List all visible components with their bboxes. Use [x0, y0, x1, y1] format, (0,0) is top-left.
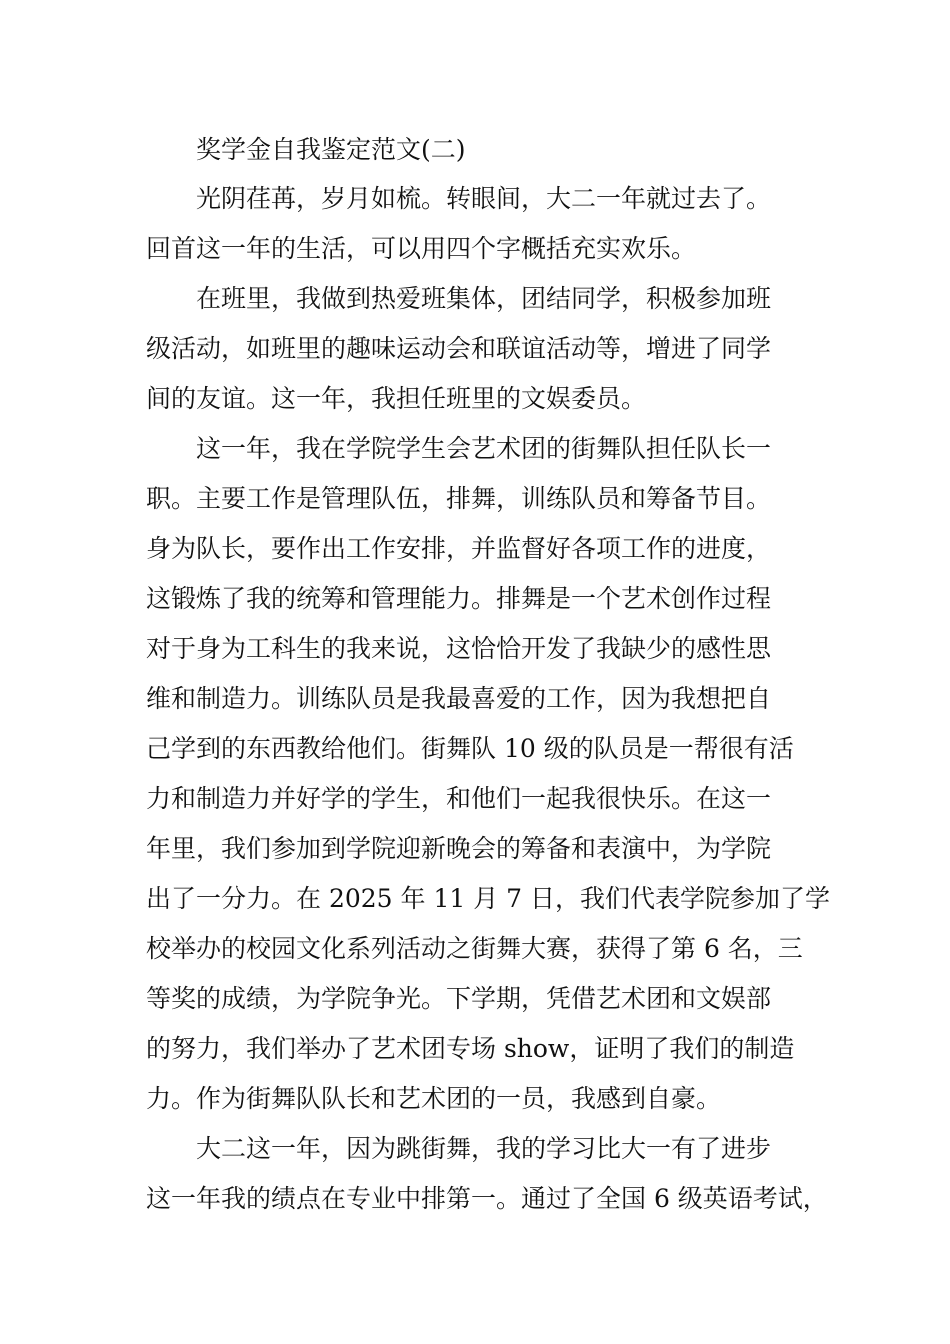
text-line: 己学到的东西教给他们。街舞队 10 级的队员是一帮很有活: [146, 734, 794, 763]
text-line: 身为队长，要作出工作安排，并监督好各项工作的进度，: [146, 534, 772, 563]
text-line: 年里，我们参加到学院迎新晚会的筹备和表演中，为学院: [146, 834, 772, 863]
text-line: 出了一分力。在 2025 年 11 月 7 日，我们代表学院参加了学: [146, 884, 831, 913]
paragraph-3: [146, 429, 831, 1118]
text-line: 间的友谊。这一年，我担任班里的文娱委员。: [146, 384, 647, 413]
text-line: 维和制造力。训练队员是我最喜爱的工作，因为我想把自: [146, 684, 772, 713]
document-body: [146, 130, 831, 1229]
document-title: 奖学金自我鉴定范文(二): [196, 135, 466, 164]
text-line: 职。主要工作是管理队伍，排舞，训练队员和筹备节目。: [146, 484, 772, 513]
text-line: 这一年我的绩点在专业中排第一。通过了全国 6 级英语考试，: [146, 1184, 828, 1213]
paragraph-1: [146, 179, 810, 268]
text-line: 这锻炼了我的统筹和管理能力。排舞是一个艺术创作过程: [146, 584, 772, 613]
text-line: 这一年，我在学院学生会艺术团的街舞队担任队长一: [196, 434, 772, 463]
paragraph-2: [146, 279, 810, 418]
text-line: 大二这一年，因为跳街舞，我的学习比大一有了进步: [196, 1134, 772, 1163]
text-line: 的努力，我们举办了艺术团专场 show，证明了我们的制造: [146, 1034, 795, 1063]
text-line: 校举办的校园文化系列活动之街舞大赛，获得了第 6 名，三: [146, 934, 803, 963]
text-line: 力。作为街舞队队长和艺术团的一员，我感到自豪。: [146, 1084, 722, 1113]
text-line: 光阴荏苒，岁月如梳。转眼间，大二一年就过去了。: [196, 184, 772, 213]
text-line: 在班里，我做到热爱班集体，团结同学，积极参加班: [196, 284, 772, 313]
text-line: 级活动，如班里的趣味运动会和联谊活动等，增进了同学: [146, 334, 772, 363]
text-line: 等奖的成绩，为学院争光。下学期，凭借艺术团和文娱部: [146, 984, 772, 1013]
paragraph-4: [146, 1129, 828, 1218]
text-line: 力和制造力并好学的学生，和他们一起我很快乐。在这一: [146, 784, 772, 813]
text-line: 回首这一年的生活，可以用四个字概括充实欢乐。: [146, 234, 697, 263]
text-line: 对于身为工科生的我来说，这恰恰开发了我缺少的感性思: [146, 634, 772, 663]
